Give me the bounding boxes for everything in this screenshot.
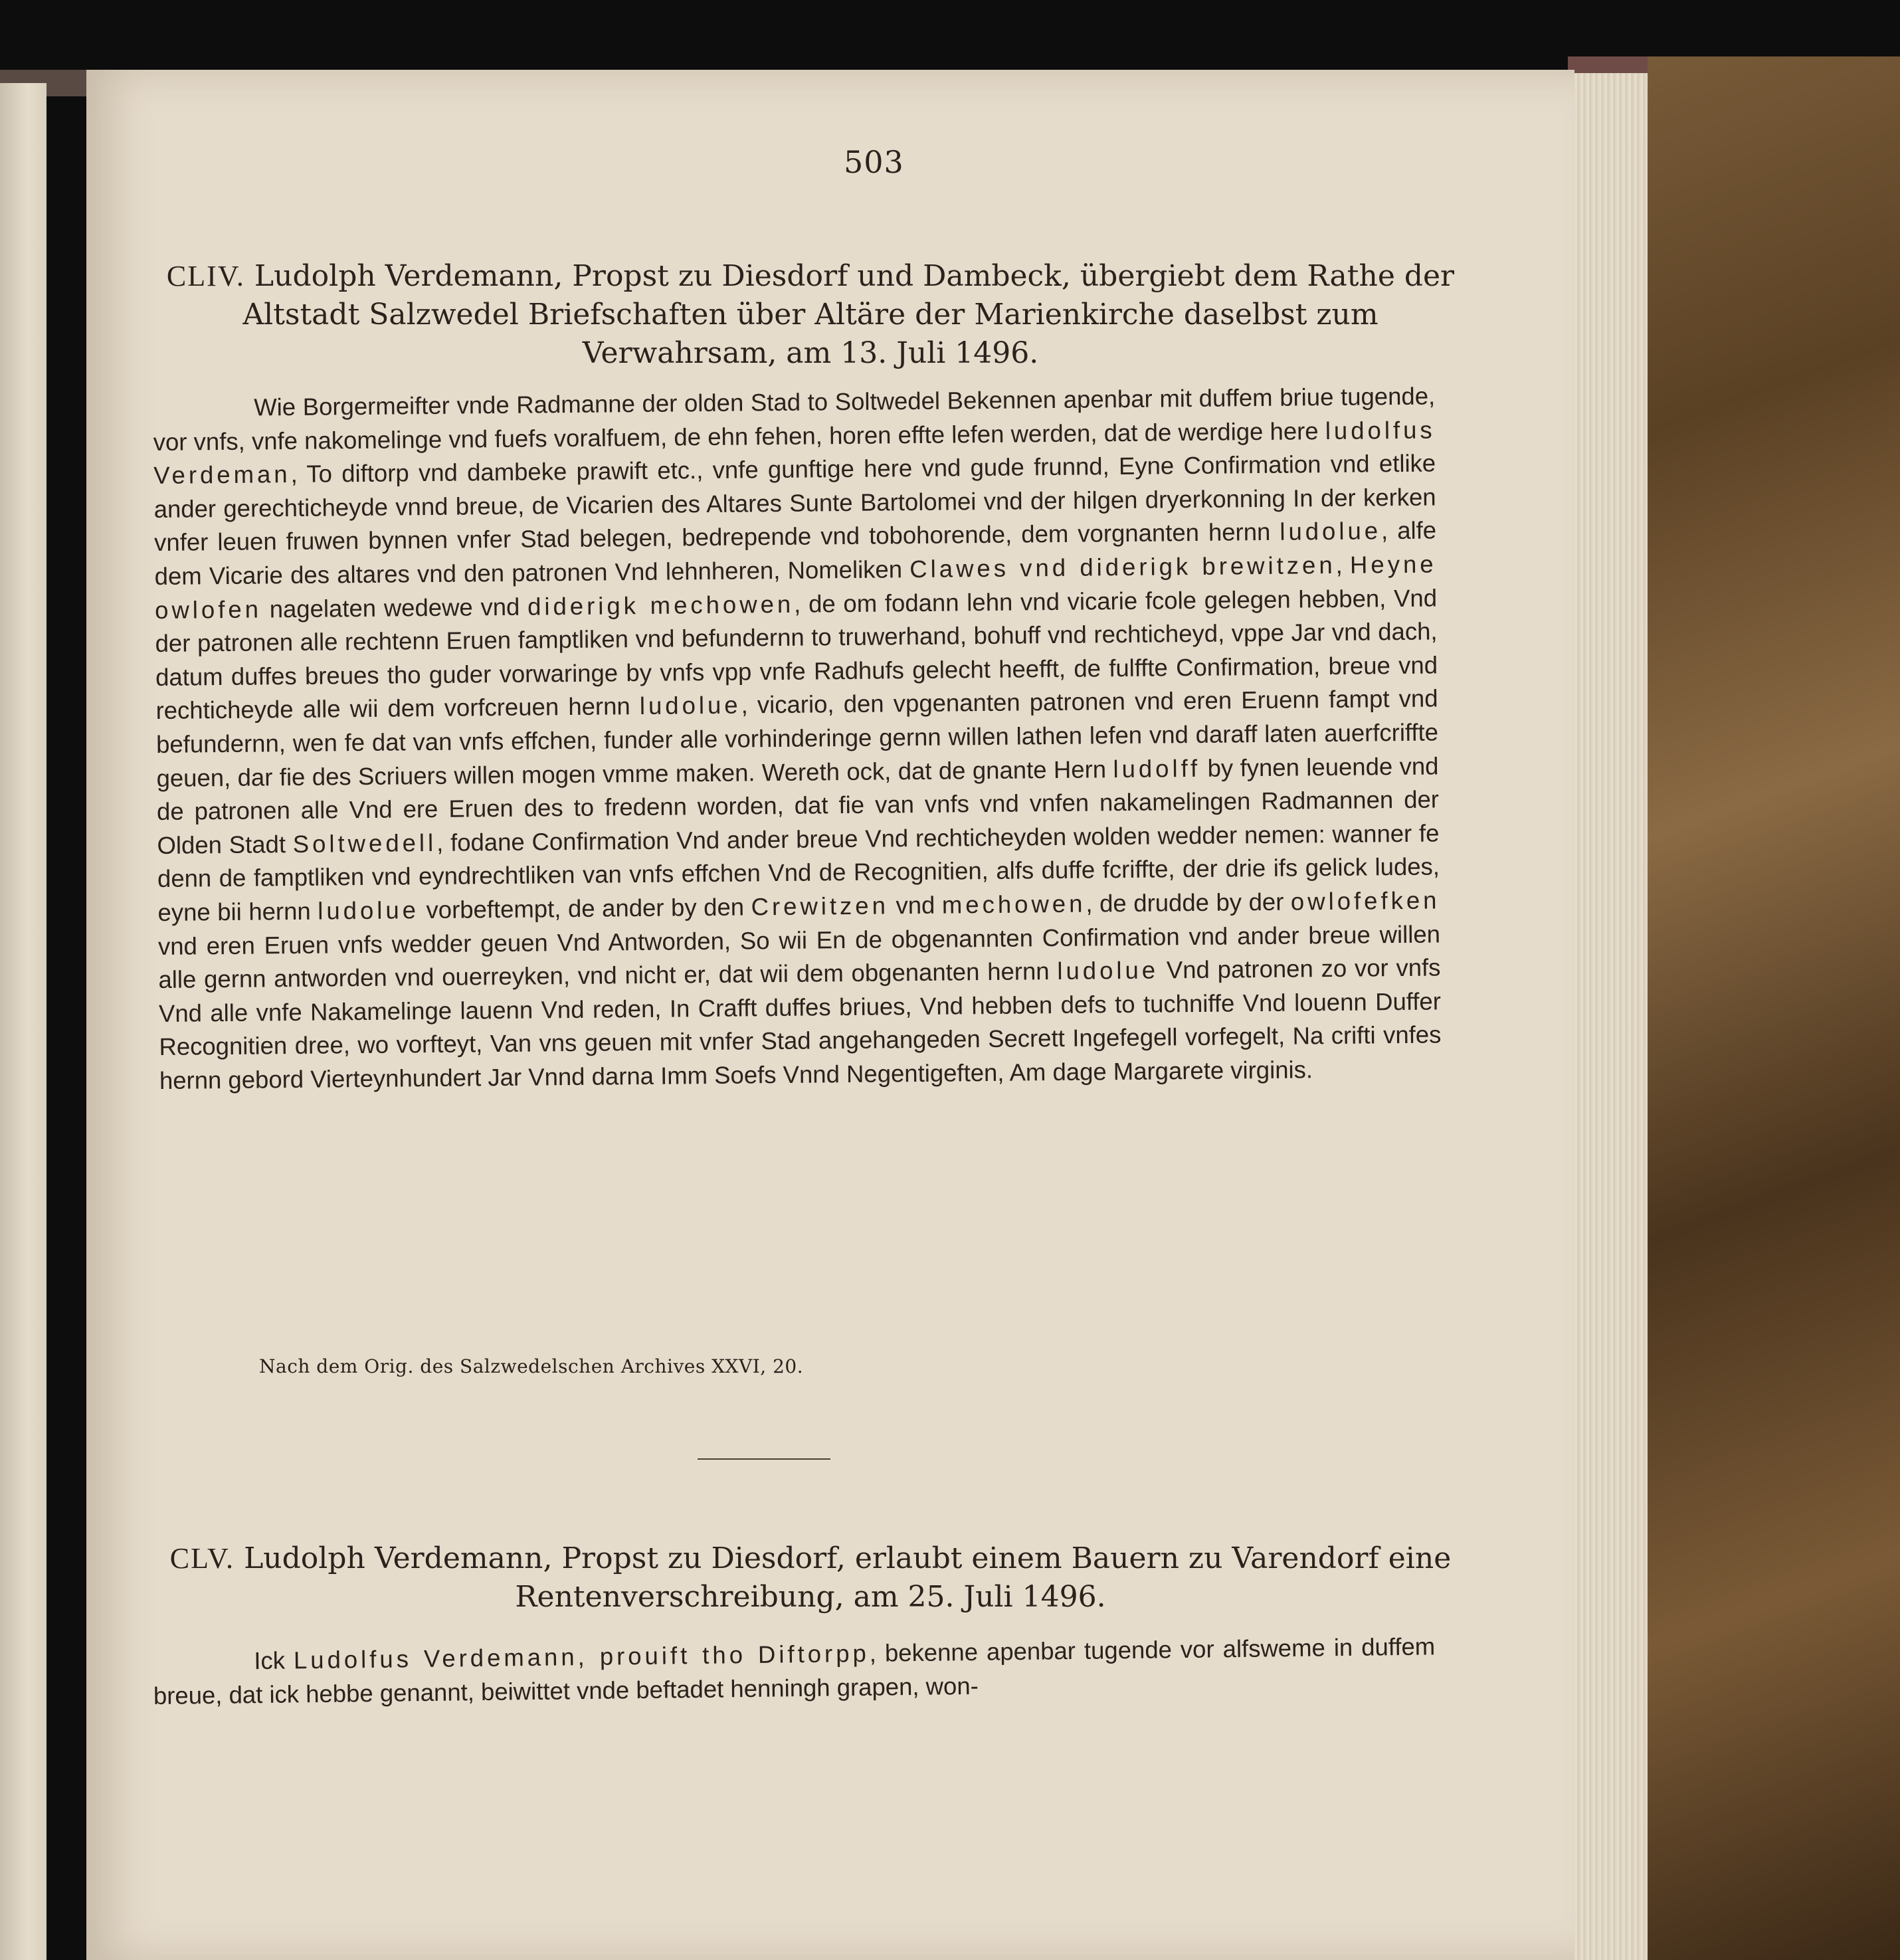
spaced-name: Soltwedell: [292, 829, 437, 858]
document-body: [153, 379, 1442, 1098]
text-run: Ick: [254, 1646, 294, 1675]
spaced-name: ludolue: [318, 896, 420, 925]
text-run: , vicario, den vpgenanten patronen vnd eren Eruenn fampt vnd befundernn, wen fe dat van vnfs effchen, funder alle vorhinderinge gernn willen lathen lefen vnd daraff laten auerfcriffte geuen, dar fie des Scriuers willen mogen vmme maken. Wereth ock, dat de gnante Hern: [155, 684, 1439, 792]
text-run: , bekenne apenbar tugende vor alfsweme in duffem breue, dat ick hebbe genannt, beiwittet vnde beftadet henningh grapen, won-: [153, 1632, 1436, 1710]
document-heading: [153, 1539, 1468, 1617]
text-run: vnd: [888, 891, 943, 920]
spaced-name: Ludolfus Verdemann, prouift tho Diftorpp: [293, 1639, 870, 1674]
text-run: nagelaten wedewe vnd: [261, 593, 528, 623]
text-run: by fynen leuende vnd de patronen alle Vnd ere Eruen des to fredenn worden, dat fie van vnfs vnd vnfen nakamelingen Radmannen der Olden Stadt: [156, 751, 1440, 859]
source-note: Nach dem Orig. des Salzwedelschen Archives XXVI, 20.: [259, 1355, 804, 1377]
spaced-name: mechowen: [941, 890, 1086, 919]
spaced-name: Heyne owlofen: [154, 550, 1437, 624]
spaced-name: ludolfus Verdeman: [153, 416, 1436, 490]
spaced-name: ludolff: [1113, 754, 1201, 783]
spaced-name: Crewitzen: [751, 892, 890, 921]
document-heading: [153, 257, 1468, 373]
heading-text: Ludolph Verdemann, Propst zu Diesdorf und Dambeck, übergiebt dem Rathe der Altstadt Salzwedel Briefschaften über Altäre der Marienkirche daselbst zum Verwahrsam, am 13. Juli 1496.: [242, 259, 1455, 370]
spaced-name: ludolue: [1057, 956, 1159, 985]
spaced-name: Clawes vnd diderigk brewitzen: [909, 551, 1336, 583]
text-run: , fodane Confirmation Vnd ander breue Vnd rechticheyden wolden wedder nemen: wanner fe denn de famptliken vnd eyndrechtliken van vnfs effchen Vnd de Recognitien, alfs duffe fcriffte, der drie ifs gelick ludes, eyne bii hernn: [157, 819, 1440, 926]
text-run: Vnd patronen zo vor vnfs Vnd alle vnfe Nakamelinge lauenn Vnd reden, In Crafft duffes briues, Vnd hebben defs to tuchniffe Vnd louenn Duffer Recognitien dree, wo vorfteyt, Van vns geuen mit vnfer Stad angehangeden Secrett Ingefegell vorfegelt, Na crifti vnfes hernn gebord Vierteynhundert Jar Vnnd darna Imm Soefs Vnnd Negentigeften, Am dage Margarete virginis.: [158, 953, 1442, 1094]
document-number: CLIV.: [166, 260, 245, 292]
book-page: [86, 70, 1574, 1960]
document-body: [153, 1630, 1436, 1713]
spaced-name: diderigk mechowen: [527, 590, 795, 621]
text-run: , de om fodann lehn vnd vicarie fcole gelegen hebben, Vnd der patronen alle rechtenn Eruen famptliken vnd befundernn to truwerhand, bohuff vnd rechticheyd, vppe Jar vnd dach, datum duffes breues tho guder vorwaringe by vnfs vpp vnfe Radhufs gelecht heefft, de fulffte Confirmation, breue vnd rechticheyde alle wii dem vorfcreuen hernn: [155, 584, 1438, 725]
spaced-name: ludolue: [639, 691, 741, 720]
text-run: vorbeftempt, de ander by den: [419, 893, 751, 924]
heading-text: Ludolph Verdemann, Propst zu Diesdorf, erlaubt einem Bauern zu Varendorf eine Rentenverschreibung, am 25. Juli 1496.: [244, 1541, 1452, 1614]
text-run: , de drudde by der: [1086, 888, 1291, 918]
text-run: ,: [1335, 551, 1351, 579]
document-number: CLV.: [169, 1542, 235, 1575]
text-run: Wie Borgermeifter vnde Radmanne der olden Stad to Soltwedel Bekennen apenbar mit duffem briue tugende, vor vnfs, vnfe nakomelinge vnd fuefs voralfuem, de ehn fehen, horen effte lefen werden, dat de werdige here: [153, 382, 1436, 456]
section-divider: [698, 1458, 830, 1460]
text-run: , alfe dem Vicarie des altares vnd den patronen Vnd lehnheren, Nomeliken: [154, 516, 1437, 590]
text-run: vnd eren Eruen vnfs wedder geuen Vnd Antworden, So wii En de obgenannten Confirmation vnd ander breue willen alle gernn antworden vnd ouerreyken, vnd nicht er, dat wii dem obgenanten hernn: [157, 920, 1441, 994]
page-number: 503: [844, 144, 904, 180]
text-run: , To diftorp vnd dambeke prawift etc., vnfe gunftige here vnd gude frunnd, Eyne Confirmation vnd etlike ander gerechticheyde vnnd breue, de Vicarien des Altares Sunte Bartolomei vnd der hilgen dryerkonning In der kerken vnfer leuen fruwen bynnen vnfer Stad belegen, bedrepende vnd tobohorende, dem vorgnanten hernn: [153, 449, 1436, 557]
left-page-edge: [0, 83, 47, 1960]
spaced-name: ludolue: [1280, 517, 1382, 546]
spaced-name: owlofefken: [1290, 886, 1440, 916]
